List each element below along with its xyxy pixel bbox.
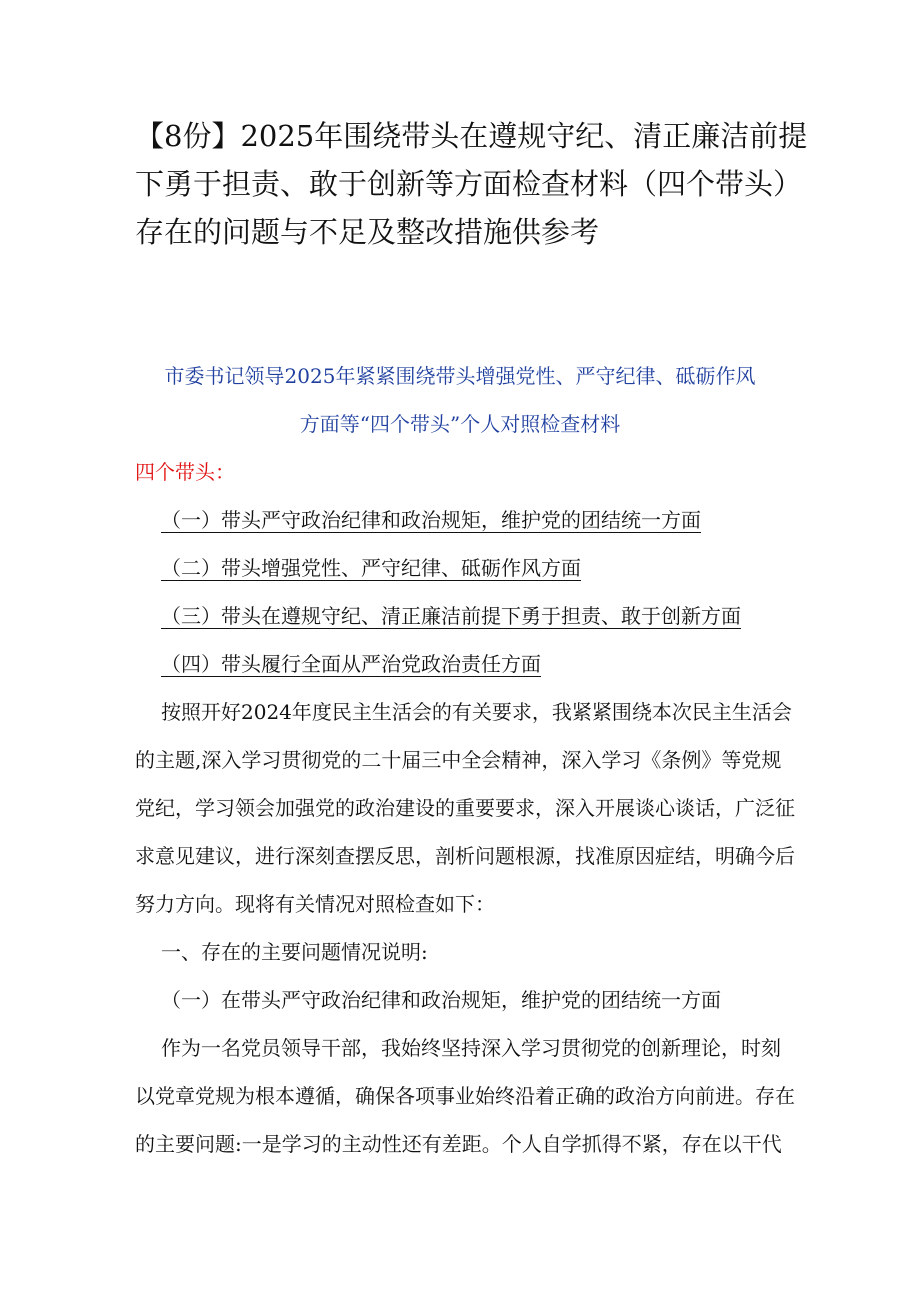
title-line-2: 下勇于担责、敢于创新等方面检查材料（四个带头） [135,167,803,201]
four-heads-item-1[interactable]: （一）带头严守政治纪律和政治规矩，维护党的团结统一方面 [161,508,701,532]
intro-line-5: 努力方向。现将有关情况对照检查如下： [135,892,495,916]
subtitle-line-2: 方面等“四个带头”个人对照检查材料 [299,412,621,436]
paragraph-line-2: 以党章党规为根本遵循，确保各项事业始终沿着正确的政治方向前进。存在 [135,1084,795,1108]
subtitle-line-1: 市委书记领导2025年紧紧围绕带头增强党性、严守纪律、砥砺作风 [164,364,756,388]
section-heading-1: 一、存在的主要问题情况说明: [161,940,428,964]
intro-line-1: 按照开好2024年度民主生活会的有关要求，我紧紧围绕本次民主生活会 [161,700,792,724]
four-heads-item-3[interactable]: （三）带头在遵规守纪、清正廉洁前提下勇于担责、敢于创新方面 [161,604,741,628]
four-heads-label: 四个带头： [135,460,235,484]
intro-line-4: 求意见建议，进行深刻查摆反思，剖析问题根源，找准原因症结，明确今后 [135,844,795,868]
four-heads-item-2[interactable]: （二）带头增强党性、严守纪律、砥砺作风方面 [161,556,581,580]
title-line-1: 【8份】2025年围绕带头在遵规守纪、清正廉洁前提 [135,119,808,153]
intro-line-2: 的主题,深入学习贯彻党的二十届三中全会精神，深入学习《条例》等党规 [135,748,782,772]
intro-line-3: 党纪，学习领会加强党的政治建设的重要要求，深入开展谈心谈话，广泛征 [135,796,795,820]
subsection-heading-1: （一）在带头严守政治纪律和政治规矩，维护党的团结统一方面 [161,988,721,1012]
paragraph-line-3: 的主要问题:一是学习的主动性还有差距。个人自学抓得不紧，存在以干代 [135,1132,782,1156]
document-title [135,112,808,256]
title-line-3: 存在的问题与不足及整改措施供参考 [135,215,600,249]
four-heads-item-4[interactable]: （四）带头履行全面从严治党政治责任方面 [161,652,541,676]
paragraph-line-1: 作为一名党员领导干部，我始终坚持深入学习贯彻党的创新理论，时刻 [161,1036,781,1060]
